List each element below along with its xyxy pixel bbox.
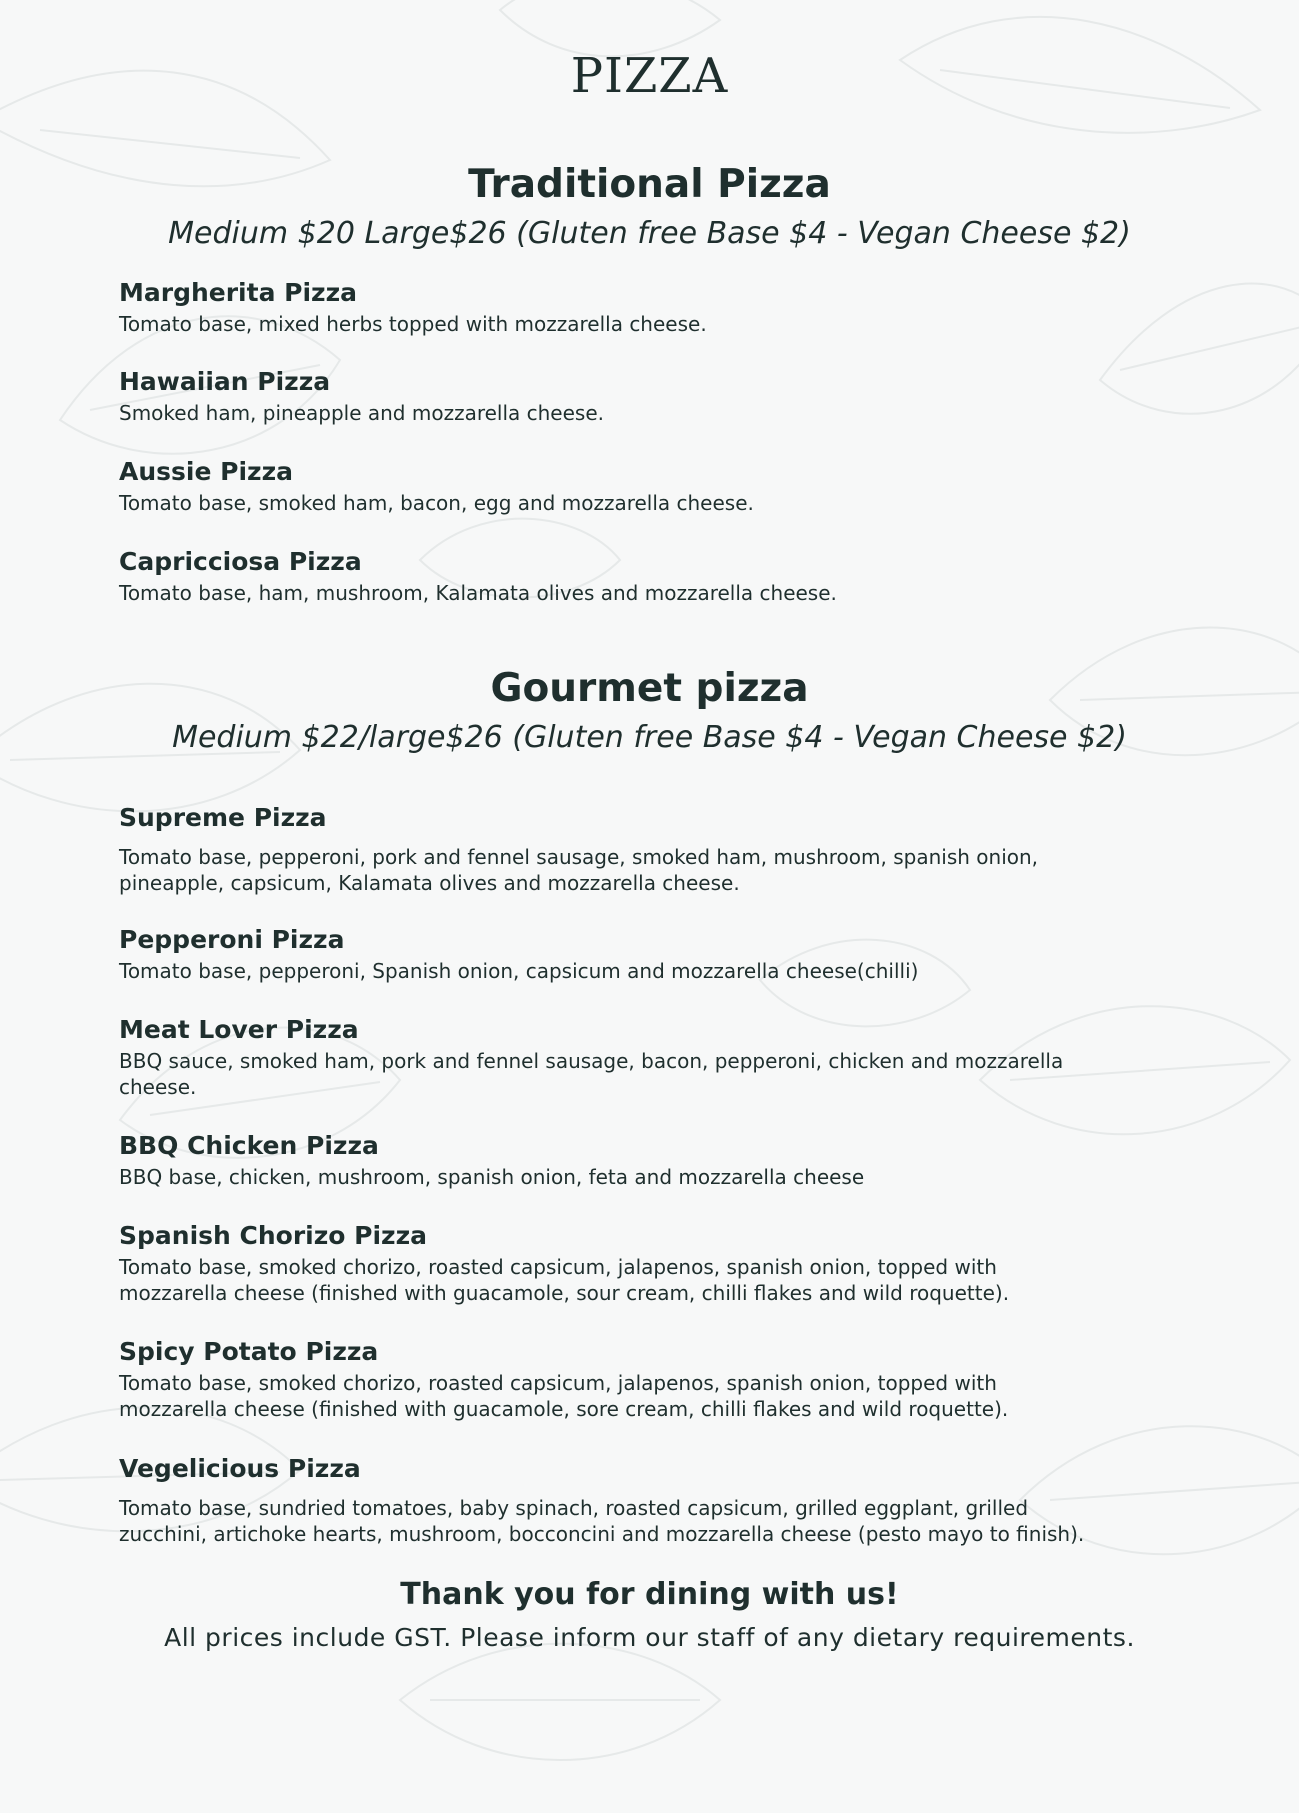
item-name: Capricciosa Pizza — [119, 547, 362, 576]
item-description-line: cheese. — [119, 1075, 197, 1099]
item-description: Tomato base, mixed herbs topped with mozzarella cheese. — [119, 312, 707, 336]
item-description — [119, 1254, 1199, 1306]
menu-item — [119, 802, 1199, 896]
item-description: Tomato base, ham, mushroom, Kalamata olives and mozzarella cheese. — [119, 581, 837, 605]
item-name: Vegelicious Pizza — [119, 1454, 361, 1483]
section-price-gourmet: Medium $22/large$26 (Gluten free Base $4 - Vegan Cheese $2) — [172, 720, 1127, 755]
thank-you-message: Thank you for dining with us! — [400, 1577, 899, 1612]
menu-item — [119, 456, 1199, 516]
menu-item — [119, 1453, 1199, 1547]
item-description — [119, 1164, 1199, 1190]
item-description — [119, 958, 1199, 984]
item-description: Tomato base, smoked ham, bacon, egg and mozzarella cheese. — [119, 491, 754, 515]
item-description-line: BBQ sauce, smoked ham, pork and fennel sausage, bacon, pepperoni, chicken and mozzarella — [119, 1049, 1064, 1073]
item-description — [119, 1370, 1199, 1422]
menu-item — [119, 277, 1199, 337]
menu-item — [119, 1220, 1199, 1306]
section-heading-gourmet: Gourmet pizza — [490, 666, 809, 711]
item-name: Supreme Pizza — [119, 803, 327, 832]
menu-item — [119, 1130, 1199, 1190]
item-name: Margherita Pizza — [119, 278, 358, 307]
footer-note: All prices include GST. Please inform our staff of any dietary requirements. — [164, 1623, 1135, 1652]
item-name: Spanish Chorizo Pizza — [119, 1221, 428, 1250]
item-description-line: zucchini, artichoke hearts, mushroom, bocconcini and mozzarella cheese (pesto mayo to finish). — [119, 1522, 1085, 1546]
item-name: BBQ Chicken Pizza — [119, 1131, 379, 1160]
item-description-line: mozzarella cheese (finished with guacamole, sore cream, chilli flakes and wild roquette). — [119, 1397, 1009, 1421]
item-description — [119, 1495, 1199, 1547]
item-description-line: Tomato base, sundried tomatoes, baby spinach, roasted capsicum, grilled eggplant, grilled — [119, 1496, 1029, 1520]
item-description-line: Tomato base, smoked chorizo, roasted capsicum, jalapenos, spanish onion, topped with — [119, 1255, 997, 1279]
item-description-line: Tomato base, pepperoni, Spanish onion, capsicum and mozzarella cheese(chilli) — [119, 959, 919, 983]
item-name: Meat Lover Pizza — [119, 1015, 359, 1044]
menu-title: PIZZA — [570, 48, 729, 104]
item-name: Spicy Potato Pizza — [119, 1337, 379, 1366]
item-description-line: Tomato base, smoked chorizo, roasted capsicum, jalapenos, spanish onion, topped with — [119, 1371, 997, 1395]
traditional-section-header — [0, 160, 1299, 254]
item-description — [119, 844, 1199, 896]
item-name: Pepperoni Pizza — [119, 925, 345, 954]
menu-item — [119, 366, 1199, 426]
menu-item — [119, 924, 1199, 984]
menu-item — [119, 1014, 1199, 1100]
item-name: Hawaiian Pizza — [119, 367, 331, 396]
section-price-traditional: Medium $20 Large$26 (Gluten free Base $4 - Vegan Cheese $2) — [168, 216, 1131, 251]
item-description-line: pineapple, capsicum, Kalamata olives and mozzarella cheese. — [119, 871, 740, 895]
item-description-line: BBQ base, chicken, mushroom, spanish onion, feta and mozzarella cheese — [119, 1165, 865, 1189]
item-description-line: Tomato base, pepperoni, pork and fennel sausage, smoked ham, mushroom, spanish onion, — [119, 845, 1039, 869]
menu-item — [119, 546, 1199, 606]
item-description: Smoked ham, pineapple and mozzarella cheese. — [119, 401, 604, 425]
gourmet-section-header — [0, 664, 1299, 758]
section-heading-traditional: Traditional Pizza — [468, 162, 831, 207]
menu-item — [119, 1336, 1199, 1422]
item-description — [119, 1048, 1199, 1100]
item-description-line: mozzarella cheese (finished with guacamole, sour cream, chilli flakes and wild roquette). — [119, 1281, 1010, 1305]
item-name: Aussie Pizza — [119, 457, 293, 486]
